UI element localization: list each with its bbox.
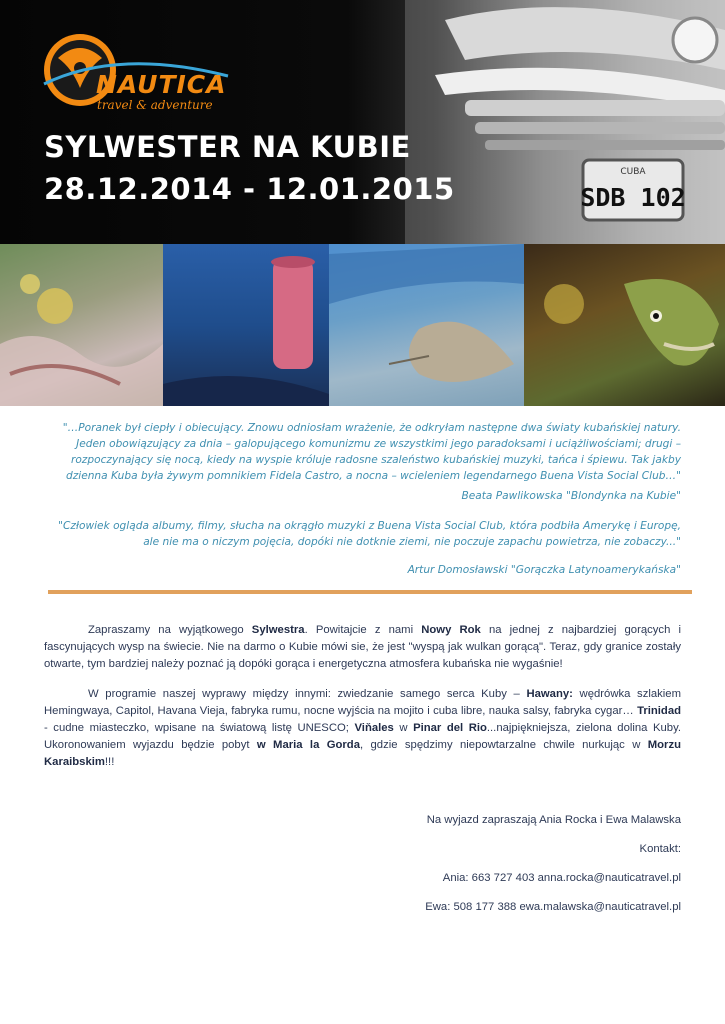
plate-number: SDB 102: [580, 183, 686, 212]
contact-ania: Ania: 663 727 403 anna.rocka@nauticatravel.pl: [442, 872, 681, 884]
divider: [48, 590, 692, 594]
moray-eel-photo: [524, 244, 725, 406]
logo-tagline: travel & adventure: [97, 98, 213, 112]
intro-paragraph: Zapraszamy na wyjątkowego Sylwestra. Powitajcie z nami Nowy Rok na jednej z najbardziej gorących i fascynujących wysp na świecie. Nie na darmo o Kubie mówi sie, że jest "wyspą jak wulkan gorącą". Teraz, gdy granice zostały otwarte, tym bardziej należy poznać ją dopóki gorąca i energetyczna atmosfera kubańska nie wygaśnie!: [44, 624, 681, 670]
page-title: SYLWESTER NA KUBIE: [44, 130, 411, 164]
contact-label: Kontakt:: [639, 843, 681, 855]
tube-sponge-photo: [163, 244, 329, 406]
photo-strip: [0, 244, 725, 406]
contact-ewa: Ewa: 508 177 388 ewa.malawska@nauticatravel.pl: [425, 901, 681, 913]
date-range: 28.12.2014 - 12.01.2015: [44, 172, 455, 206]
vintage-car-photo: [405, 0, 725, 244]
invite-line: Na wyjazd zapraszają Ania Rocka i Ewa Malawska: [426, 814, 681, 826]
coral-photo: [0, 244, 163, 406]
stingray-photo: [329, 244, 524, 406]
header-banner: [0, 0, 725, 244]
program-paragraph: W programie naszej wyprawy między innymi: zwiedzanie samego serca Kuby – Hawany: wędrówka szlakiem Hemingwaya, Capitol, Havana Vieja, fabryka rumu, nocne wyjścia na mojito i cuba libre, nauka salsy, fabryka cygar… Trinidad - cudne miasteczko, wpisane na światową listę UNESCO; Viňales w Pinar del Rio...najpiękniejsza, zielona dolina Kuby. Ukoronowaniem wyjazdu będzie pobyt w Maria la Gorda, gdzie spędzimy niepowtarzalne chwile nurkując w Morzu Karaibskim!!!: [44, 688, 682, 768]
quote-author: Beata Pawlikowska "Blondynka na Kubie": [461, 490, 681, 502]
quote-pawlikowska: "…Poranek był ciepły i obiecujący. Znowu odniosłam wrażenie, że odkryłam następne dwa światy kubańskiej natury. Jeden obowiązujący za dnia – galopującego komunizmu ze wszystkimi jego paradoksami i uciążliwościami; drugi – rozpoczynający się nocą, kiedy na wyspie króluje radosne szaleństwo kubańskiej muzyki, tańca i śpiewu. Tak jakby dzienna Kuba była żywym pomnikiem Fidela Castro, a nocna – wcieleniem legendarnego Buena Vista Social Club…": [62, 422, 681, 482]
quote-author: Artur Domosławski "Gorączka Latynoamerykańska": [407, 564, 681, 576]
quote-domoslawski: "Człowiek ogląda albumy, filmy, słucha na okrągło muzyki z Buena Vista Social Club, która podbiła Amerykę i Europę, ale nie ma o niczym pojęcia, dopóki nie dotknie ziemi, nie poczuje zapachu powietrza, nie zobaczy...": [58, 520, 681, 548]
plate-country: CUBA: [620, 167, 646, 177]
logo-name: NAUTICA: [96, 70, 227, 99]
